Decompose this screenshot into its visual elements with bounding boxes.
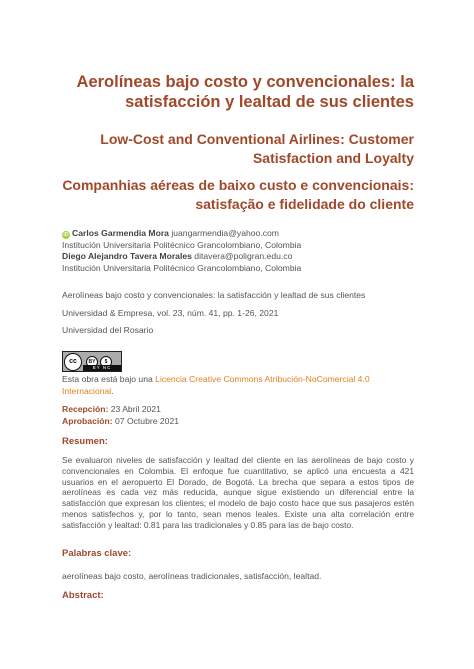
dates-block [62,404,414,427]
cc-badge-label: BY NC [83,365,121,371]
section-heading-abstract: Abstract: [62,590,104,601]
received-label: Recepción: [62,404,109,414]
resumen-text: Se evaluaron niveles de satisfacción y lealtad del cliente en las aerolíneas de bajo costo y convencionales en Colombia. El enfoque fue cuantitativo, se aplicó una encuesta a 421 usuarios en el aeropuerto El Dorado, de Bogotá. La brecha que separa a estos tipos de aerolíneas es cada vez más reducida, aunque sigue existiendo un diferencial entre la satisfacción que expresan los clientes; el modelo de bajo costo hace que sus pasajeros estén menos satisfechos y, por lo tanto, sean menos leales. Existe una alta correlación entre satisfacción y lealtad: 0.81 para las tradicionales y 0.85 para las de bajo costo. [62,455,414,530]
license-link[interactable]: Licencia Creative Commons Atribución-NoComercial 4.0 Internacional [62,374,370,396]
title-portuguese: Companhias aéreas de baixo custo e convencionais: satisfação e fidelidade do cliente [62,177,414,212]
authors-block [62,228,414,274]
license-suffix: . [111,385,114,396]
author-2-name: Diego Alejandro Tavera Morales [62,251,192,261]
section-heading-keywords: Palabras clave: [62,548,132,559]
cc-icon: cc [64,353,82,371]
author-1-affiliation: Institución Universitaria Politécnico Grancolombiano, Colombia [62,239,302,250]
section-heading-resumen: Resumen: [62,436,108,447]
author-1-line [62,228,414,240]
orcid-icon[interactable]: iD [63,232,69,238]
license-text [62,374,414,397]
title-english: Low-Cost and Conventional Airlines: Customer Satisfaction and Loyalty [100,131,414,166]
author-2-affiliation: Institución Universitaria Politécnico Grancolombiano, Colombia [62,262,302,273]
received-date [62,404,414,416]
received-value: 23 Abril 2021 [108,404,161,414]
approved-label: Aprobación: [62,415,113,426]
by-icon: BY [86,356,98,368]
license-prefix: Esta obra está bajo una [62,374,156,384]
title-spanish: Aerolíneas bajo costo y convencionales: la satisfacción y lealtad de sus clientes [76,73,414,111]
reference-title: Aerolíneas bajo costo y convencionales: la satisfacción y lealtad de sus clientes [62,290,366,300]
approved-value: 07 Octubre 2021 [112,415,180,426]
creative-commons-badge[interactable] [62,351,122,372]
reference-block [62,290,414,319]
publisher: Universidad del Rosario [62,325,154,335]
author-2-email[interactable]: ditavera@poligran.edu.co [194,251,293,261]
author-1-email[interactable]: juangarmendia@yahoo.com [171,228,279,238]
reference-journal: Universidad & Empresa, vol. 23, núm. 41, pp. 1-26, 2021 [62,307,279,318]
author-1-name: Carlos Garmendia Mora [72,228,169,238]
keywords-text: aerolíneas bajo costo, aerolíneas tradicionales, satisfacción, lealtad. [62,571,322,581]
approved-date [62,416,414,428]
nc-icon: $ [100,356,112,368]
author-2-line [62,251,414,263]
